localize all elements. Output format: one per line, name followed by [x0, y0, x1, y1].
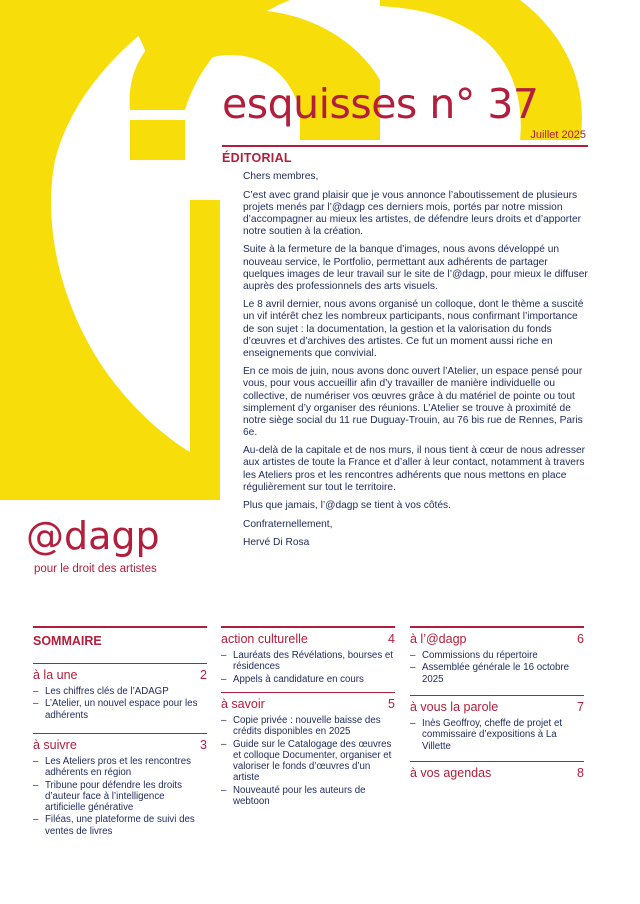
- toc-page-number: 7: [577, 700, 584, 714]
- editorial-paragraph: En ce mois de juin, nous avons donc ouvert l’Atelier, un espace pensé pour vous, pour vous accueillir afin d’y travailler de manière individuelle ou collective, de numériser vos œuvres grâce à du matériel de pointe ou tout simplement d’y organiser des réunions. L’Atelier se trouve à proximité de notre siège social du 11 rue Duguay-Trouin, au 76 bis rue de Rennes, Paris 6e.: [243, 366, 583, 438]
- editorial-body: [243, 171, 588, 556]
- toc-page-number: 8: [577, 766, 584, 780]
- toc-section[interactable]: [410, 695, 584, 753]
- magazine-title: esquisses n° 37: [222, 80, 539, 128]
- toc-item[interactable]: – Guide sur le Catalogage des œuvres et colloque Documenter, organiser et valoriser le fonds d’œuvres d’un artiste: [221, 739, 395, 784]
- toc-page-number: 5: [388, 697, 395, 711]
- sommaire-heading: SOMMAIRE: [33, 634, 102, 648]
- toc-page-number: 4: [388, 632, 395, 646]
- toc-section[interactable]: [33, 733, 207, 838]
- toc-item[interactable]: – L’Atelier, un nouvel espace pour les adhérents: [33, 698, 207, 721]
- toc-section-title[interactable]: à suivre: [33, 738, 77, 752]
- toc-page-number: 2: [200, 668, 207, 682]
- toc-item[interactable]: – Appels à candidature en cours: [221, 674, 395, 685]
- adagp-logo: @dagp: [26, 514, 160, 558]
- toc-section[interactable]: [221, 692, 395, 808]
- toc-item[interactable]: – Copie privée : nouvelle baisse des crédits disponibles en 2025: [221, 715, 395, 738]
- toc-page-number: 3: [200, 738, 207, 752]
- editorial-paragraph: C’est avec grand plaisir que je vous annonce l’aboutissement de plusieurs projets menés par l’@dagp ces derniers mois, portés par notre mission d’accompagner au mieux les artistes, de défendre leurs droits et d’apporter notre soutien à la création.: [243, 189, 582, 237]
- toc-section-title[interactable]: à l’@dagp: [410, 632, 467, 646]
- issue-date: Juillet 2025: [530, 129, 586, 141]
- title-rule: [222, 145, 588, 147]
- toc-item[interactable]: – Filéas, une plateforme de suivi des ventes de livres: [33, 814, 207, 837]
- toc-item[interactable]: – Lauréats des Révélations, bourses et résidences: [221, 650, 395, 673]
- toc-section-title[interactable]: action culturelle: [221, 632, 308, 646]
- toc-section-title[interactable]: à la une: [33, 668, 78, 682]
- toc-section[interactable]: [410, 761, 584, 780]
- toc-section[interactable]: [33, 663, 207, 722]
- toc-item[interactable]: – Les chiffres clés de l’ADAGP: [33, 686, 207, 697]
- toc-section-title[interactable]: à vous la parole: [410, 700, 499, 714]
- toc-section-title[interactable]: à savoir: [221, 697, 265, 711]
- toc-section-title[interactable]: à vos agendas: [410, 766, 492, 780]
- editorial-signature: Hervé Di Rosa: [243, 537, 310, 549]
- editorial-paragraph: Suite à la fermeture de la banque d’images, nous avons développé un nouveau service, le Portfolio, permettant aux adhérents de partager quelques images de leur travail sur le site de l’@dagp, pour mieux le diffuser auprès des professionnels des arts visuels.: [243, 244, 588, 292]
- toc-item[interactable]: – Les Ateliers pros et les rencontres adhérents en région: [33, 756, 207, 779]
- sommaire-heading-block: [33, 626, 207, 648]
- toc-item[interactable]: – Inès Geoffroy, cheffe de projet et commissaire d’expositions à La Villette: [410, 718, 584, 752]
- editorial-closing: Confraternellement,: [243, 518, 333, 530]
- toc-item[interactable]: – Nouveauté pour les auteurs de webtoon: [221, 785, 395, 808]
- toc-item[interactable]: – Tribune pour défendre les droits d’auteur face à l’intelligence artificielle générative: [33, 780, 207, 814]
- toc-page-number: 6: [577, 632, 584, 646]
- toc-item[interactable]: – Commissions du répertoire: [410, 650, 584, 661]
- editorial-greeting: Chers membres,: [243, 171, 319, 182]
- toc-item[interactable]: – Assemblée générale le 16 octobre 2025: [410, 662, 584, 685]
- editorial-paragraph: Plus que jamais, l’@dagp se tient à vos côtés.: [243, 500, 451, 512]
- toc-section[interactable]: [221, 626, 395, 686]
- editorial-paragraph: Au-delà de la capitale et de nos murs, il nous tient à cœur de nous adresser aux artistes de toute la France et d’aller à leur contact, notamment à travers les Ateliers pros et les rencontres adhérents que nous mettons en place régulièrement sur tout le territoire.: [243, 445, 586, 493]
- editorial-heading: ÉDITORIAL: [222, 151, 292, 165]
- adagp-tagline: pour le droit des artistes: [34, 563, 157, 575]
- editorial-paragraph: Le 8 avril dernier, nous avons organisé un colloque, dont le thème a suscité un vif intérêt chez les nombreux participants, nous confirmant l’importance de son sujet : la documentation, la gestion et la valorisation du fonds d’œuvres et d’archives des artistes. Ce fut un moment aussi riche en enseignements que convivial.: [243, 299, 584, 359]
- toc-section[interactable]: [410, 626, 584, 686]
